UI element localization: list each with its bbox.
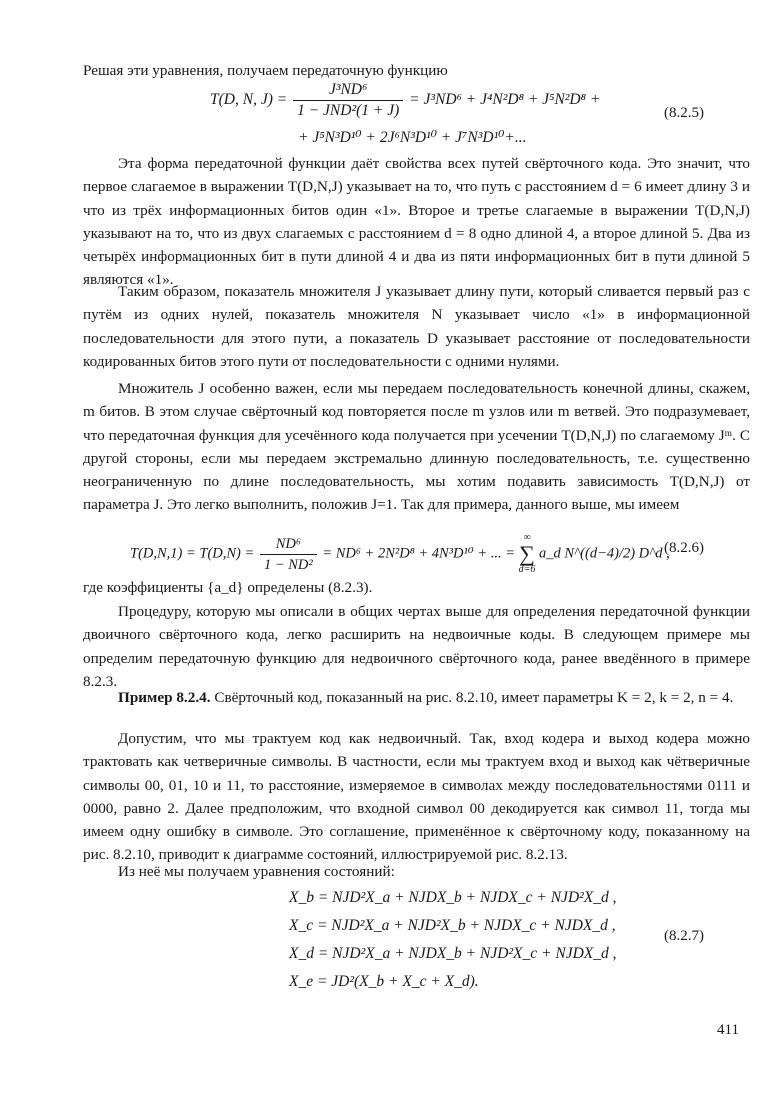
eq826-sum bbox=[519, 532, 536, 576]
eq827-line-4: X_e = JD²(X_b + X_c + X_d). bbox=[289, 973, 479, 990]
eq826-lhs: T(D,N,1) = T(D,N) = bbox=[130, 545, 255, 562]
paragraph-3: Множитель J особенно важен, если мы передаем последовательность конечной длины, скажем, m битов. В этом случае свёрточный код повторяется после m узлов или m ветвей. Это подразумевает, что передаточная функция для усечённого кода получается при усечении T(D,N,J) по слагаемому Jᵐ. С другой стороны, если мы передаем экстремально длинную последовательность, т.е. существенно неограниченную по длине последовательность, мы хотим подавить зависимость T(D,N,J) от параметра J. Это легко выполнить, положив J=1. Так для примера, данного выше, мы имеем bbox=[83, 380, 750, 514]
sigma-symbol: ∑ bbox=[519, 541, 535, 566]
eq825-rhs2: + J⁵N³D¹⁰ + 2J⁶N³D¹⁰ + J⁷N³D¹⁰+... bbox=[298, 129, 527, 146]
equation-8-2-5 bbox=[210, 80, 600, 121]
eq825-rhs1: = J³ND⁶ + J⁴N²D⁸ + J⁵N²D⁸ + bbox=[409, 91, 601, 109]
eq826-term: a_d N^((d−4)/2) D^d , bbox=[539, 545, 670, 562]
paragraph-4: Процедуру, которую мы описали в общих чертах выше для определения передаточной функции двоичного свёрточного кода, легко расширить на недвоичные коды. В следующем примере мы определим передаточную функцию для недвоичного свёрточного кода, ранее введённого в примере 8.2.3. bbox=[83, 603, 750, 690]
eq826-sum-top: ∞ bbox=[523, 532, 531, 543]
paragraph-2: Таким образом, показатель множителя J указывает длину пути, который сливается первый раз с путём из одних нулей, показатель множителя N указывает число «1» в информационной последовательности для этого пути, а показатель D указывает расстояние от последовательности кодированных битов этого пути от последовательности с одними нулями. bbox=[83, 283, 750, 370]
eq826-sum-bottom: d=6 bbox=[518, 564, 536, 575]
paragraph-6: Из неё мы получаем уравнения состояний: bbox=[118, 863, 395, 880]
paragraph-5: Допустим, что мы трактуем код как недвоичный. Так, вход кодера и выход кодера можно трактовать как четверичные символы. В частности, если мы трактуем вход и выход как чётверичные символы 00, 01, 10 и 11, то расстояние, измеряемое в символах между последовательностями 0111 и 0000, равно 2. Далее предположим, что входной символ 00 декодируется как символ 11, тогда мы имеем одну ошибку в символе. Это соглашение, применённое к свёрточному коду, показанному на рис. 8.2.10, приводит к диаграмме состояний, иллюстрируемой рис. 8.2.13. bbox=[83, 730, 750, 864]
coefficients-line: где коэффициенты {a_d} определены (8.2.3). bbox=[83, 579, 373, 596]
eq825-lhs: T(D, N, J) = bbox=[210, 91, 288, 109]
page-number: 411 bbox=[717, 1022, 739, 1038]
eq826-fraction bbox=[260, 534, 317, 575]
example-paragraph bbox=[83, 686, 750, 709]
eq827-label: (8.2.7) bbox=[664, 928, 704, 944]
equation-8-2-6 bbox=[130, 532, 670, 576]
eq826-rhs: = ND⁶ + 2N²D⁸ + 4N³D¹⁰ + ... = bbox=[322, 545, 516, 562]
eq825-fraction bbox=[293, 80, 403, 121]
eq826-denominator: 1 − ND² bbox=[263, 556, 313, 573]
example-title: Пример 8.2.4. bbox=[118, 689, 211, 706]
eq826-label: (8.2.6) bbox=[664, 540, 704, 556]
eq825-label: (8.2.5) bbox=[664, 105, 704, 121]
eq827-line-2: X_c = NJD²X_a + NJD²X_b + NJDX_c + NJDX_d , bbox=[289, 917, 616, 934]
paragraph-1: Эта форма передаточной функции даёт свойства всех путей свёрточного кода. Это значит, что первое слагаемое в выражении T(D,N,J) указывает на то, что путь с расстоянием d = 6 имеет длину 3 и что из трёх информационных битов один «1». Второе и третье слагаемые в выражении T(D,N,J) указывают на то, что из двух слагаемых с расстоянием d = 8 одно длиной 4, а второе длиной 5. Два из четырёх информационных бит в пути длиной 4 и два из пяти информационных бит в пути длиной 5 являются «1». bbox=[83, 155, 750, 289]
example-text: Свёрточный код, показанный на рис. 8.2.10, имеет параметры K = 2, k = 2, n = 4. bbox=[214, 689, 734, 706]
eq825-denominator: 1 − JND²(1 + J) bbox=[297, 102, 400, 119]
eq825-numerator: J³ND⁶ bbox=[293, 80, 403, 101]
eq827-line-1: X_b = NJD²X_a + NJDX_b + NJDX_c + NJD²X_d , bbox=[289, 889, 617, 906]
equation-8-2-7 bbox=[289, 884, 617, 996]
eq827-line-3: X_d = NJD²X_a + NJDX_b + NJD²X_c + NJDX_d , bbox=[289, 945, 617, 962]
eq826-numerator: ND⁶ bbox=[260, 534, 317, 555]
intro-text: Решая эти уравнения, получаем передаточную функцию bbox=[83, 62, 448, 79]
